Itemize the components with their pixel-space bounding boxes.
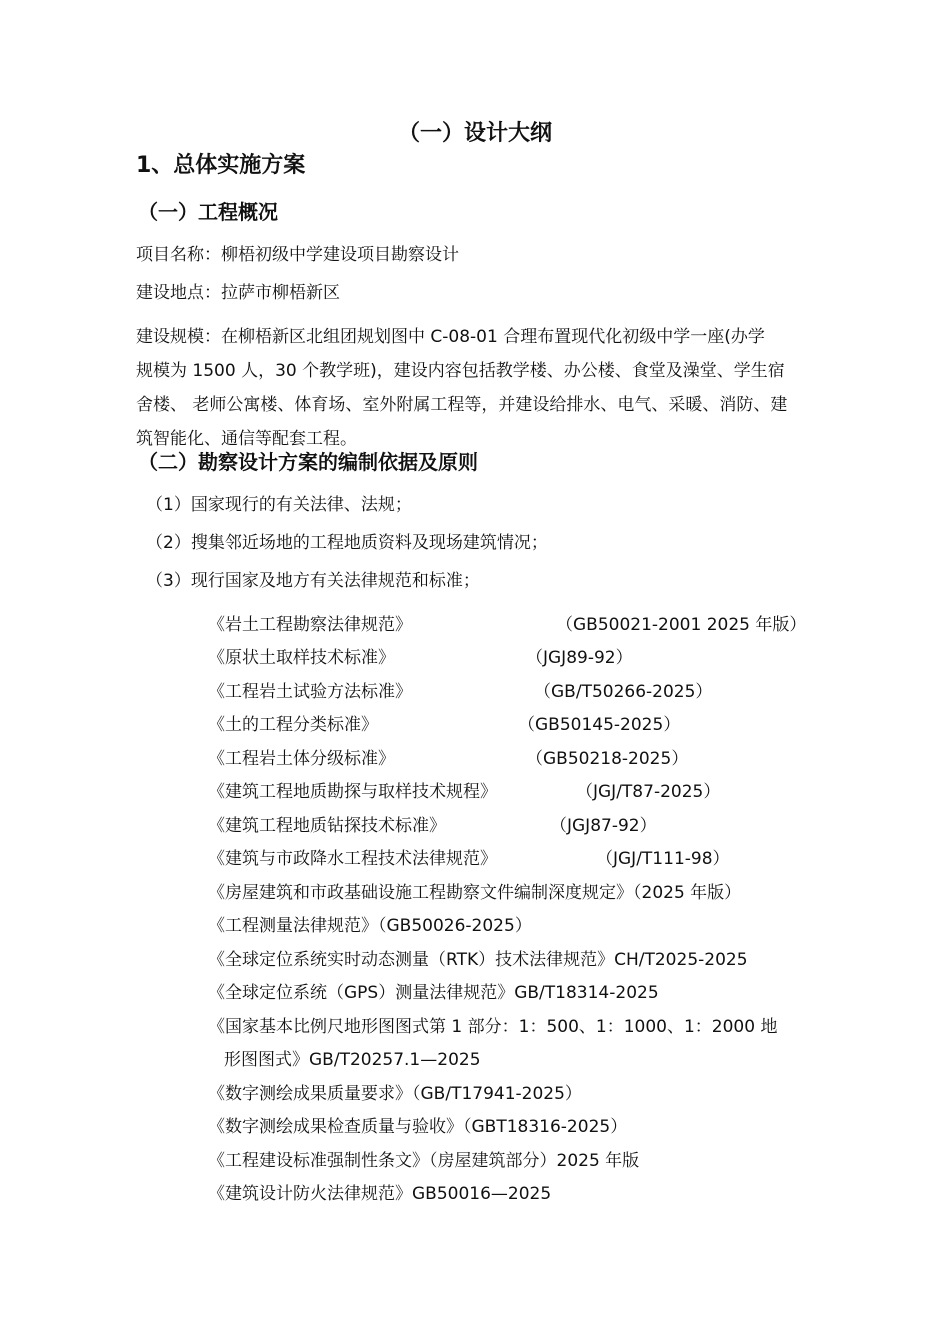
standard-code: （JGJ/T111-98）	[596, 849, 730, 869]
standard-line: 《工程建设标准强制性条文》（房屋建筑部分）2025 年版	[208, 1151, 640, 1171]
standard-line: 《建筑设计防火法律规范》GB50016—2025	[208, 1184, 552, 1204]
standard-name: 《工程岩土试验方法标准》	[208, 682, 412, 702]
standard-name: 《土的工程分类标准》	[208, 715, 378, 735]
standard-line: 《工程测量法律规范》（GB50026-2025）	[208, 916, 532, 936]
scale-line-3: 舍楼、 老师公寓楼、体育场、室外附属工程等，并建设给排水、电气、采暖、消防、建	[136, 395, 788, 415]
location-line: 建设地点：拉萨市柳梧新区	[136, 283, 340, 303]
standard-code: （JGJ89-92）	[526, 648, 633, 668]
standard-name: 《工程岩土体分级标准》	[208, 749, 395, 769]
standard-name: 《建筑与市政降水工程技术法律规范》	[208, 849, 497, 869]
construction-scale-paragraph	[136, 320, 816, 456]
subsection-heading-project-overview: （一）工程概况	[138, 200, 278, 224]
basis-item-2: （2）搜集邻近场地的工程地质资料及现场建筑情况；	[146, 533, 548, 553]
standard-line: 《国家基本比例尺地形图图式第 1 部分：1：500、1：1000、1：2000 地	[208, 1017, 778, 1037]
document-title: （一）设计大纲	[397, 121, 552, 146]
standard-name: 《原状土取样技术标准》	[208, 648, 395, 668]
standard-code: （GB50218-2025）	[526, 749, 689, 769]
standard-code: （GB50145-2025）	[518, 715, 681, 735]
standard-line: 《数字测绘成果检查质量与验收》（GBT18316-2025）	[208, 1117, 628, 1137]
basis-item-3: （3）现行国家及地方有关法律规范和标准；	[146, 571, 480, 591]
subsection-heading-basis-principles: （二）勘察设计方案的编制依据及原则	[138, 450, 478, 474]
section-heading-overall-plan: 1、总体实施方案	[136, 153, 306, 178]
scale-line-1: 建设规模：在柳梧新区北组团规划图中 C-08-01 合理布置现代化初级中学一座(办学	[136, 327, 765, 347]
scale-line-2: 规模为 1500 人，30 个教学班)，建设内容包括教学楼、办公楼、食堂及澡堂、学生宿	[136, 361, 785, 381]
standard-line: 《全球定位系统（GPS）测量法律规范》GB/T18314-2025	[208, 983, 659, 1003]
standard-code: （JGJ/T87-2025）	[576, 782, 721, 802]
standard-line: 《全球定位系统实时动态测量（RTK）技术法律规范》CH/T2025-2025	[208, 950, 748, 970]
scale-line-4: 筑智能化、通信等配套工程。	[136, 429, 357, 449]
standard-name: 《岩土工程勘察法律规范》	[208, 615, 412, 635]
standard-line: 《房屋建筑和市政基础设施工程勘察文件编制深度规定》（2025 年版）	[208, 883, 742, 903]
standard-name: 《建筑工程地质钻探技术标准》	[208, 816, 446, 836]
basis-item-1: （1）国家现行的有关法律、法规；	[146, 495, 412, 515]
project-name-line: 项目名称：柳梧初级中学建设项目勘察设计	[136, 245, 459, 265]
standard-code: （GB/T50266-2025）	[534, 682, 713, 702]
standard-line-continuation: 形图图式》GB/T20257.1—2025	[224, 1050, 481, 1070]
standard-code: （GB50021-2001 2025 年版）	[556, 615, 807, 635]
standard-name: 《建筑工程地质勘探与取样技术规程》	[208, 782, 497, 802]
standard-code: （JGJ87-92）	[550, 816, 657, 836]
standard-line: 《数字测绘成果质量要求》（GB/T17941-2025）	[208, 1084, 582, 1104]
